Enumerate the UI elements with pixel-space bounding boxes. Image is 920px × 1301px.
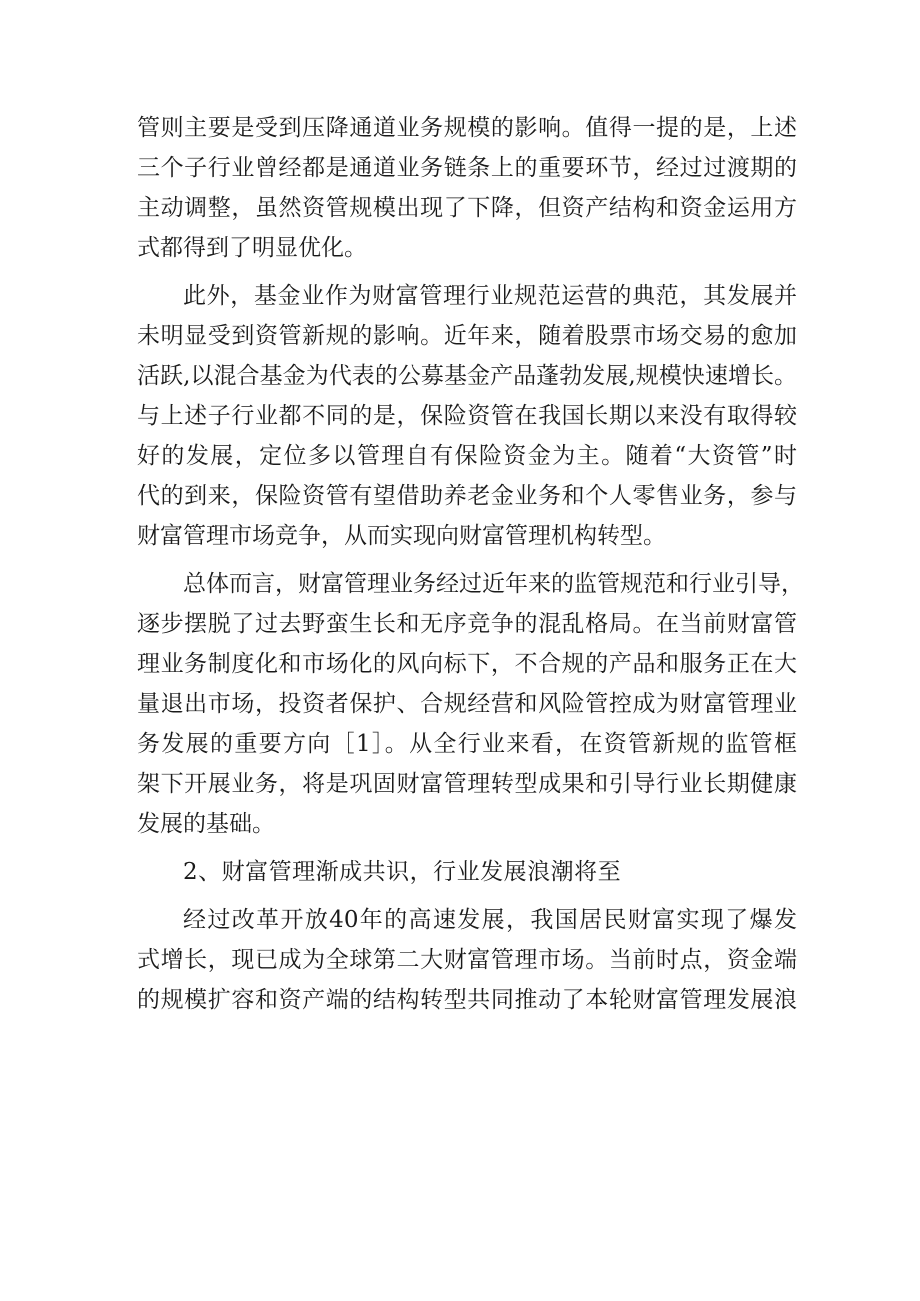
text-line: 活跃,以混合基金为代表的公募基金产品蓬勃发展,规模快速增长。 (137, 363, 797, 389)
text-line: 理业务制度化和市场化的风向标下，不合规的产品和服务正在大 (137, 651, 797, 677)
text-line: 好的发展，定位多以管理自有保险资金为主。随着“大资管”时 (137, 443, 797, 469)
text-line: 总体而言，财富管理业务经过近年来的监管规范和行业引导， (183, 571, 804, 597)
text-line: 务发展的重要方向［1］。从全行业来看，在资管新规的监管框 (137, 731, 797, 757)
paragraph-fund-industry (137, 276, 797, 556)
text-line: 经过改革开放40年的高速发展，我国居民财富实现了爆发 (183, 907, 797, 933)
text-line: 主动调整，虽然资管规模出现了下降，但资产结构和资金运用方 (137, 195, 797, 221)
text-line: 管则主要是受到压降通道业务规模的影响。值得一提的是，上述 (137, 115, 797, 141)
text-line: 量退出市场，投资者保护、合规经营和风险管控成为财富管理业 (137, 691, 797, 717)
text-line: 的规模扩容和资产端的结构转型共同推动了本轮财富管理发展浪 (137, 987, 797, 1013)
paragraph-reform (137, 900, 797, 1020)
text-line: 架下开展业务，将是巩固财富管理转型成果和引导行业长期健康 (137, 771, 797, 797)
heading-text: 2、财富管理渐成共识，行业发展浪潮将至 (183, 859, 622, 885)
text-line: 财富管理市场竞争，从而实现向财富管理机构转型。 (137, 523, 666, 549)
text-line: 代的到来，保险资管有望借助养老金业务和个人零售业务，参与 (137, 483, 797, 509)
paragraph-continuation (137, 108, 797, 268)
paragraph-overall (137, 564, 804, 844)
text-line: 未明显受到资管新规的影响。近年来，随着股票市场交易的愈加 (137, 323, 797, 349)
text-line: 与上述子行业都不同的是，保险资管在我国长期以来没有取得较 (137, 403, 797, 429)
text-line: 发展的基础。 (137, 811, 275, 837)
document-body (137, 108, 804, 1020)
text-line: 三个子行业曾经都是通道业务链条上的重要环节，经过过渡期的 (137, 155, 797, 181)
text-line: 此外，基金业作为财富管理行业规范运营的典范，其发展并 (183, 283, 797, 309)
text-line: 逐步摆脱了过去野蛮生长和无序竞争的混乱格局。在当前财富管 (137, 611, 797, 637)
section-heading (137, 852, 797, 892)
text-line: 式都得到了明显优化。 (137, 235, 367, 261)
text-line: 式增长，现已成为全球第二大财富管理市场。当前时点，资金端 (137, 947, 797, 973)
